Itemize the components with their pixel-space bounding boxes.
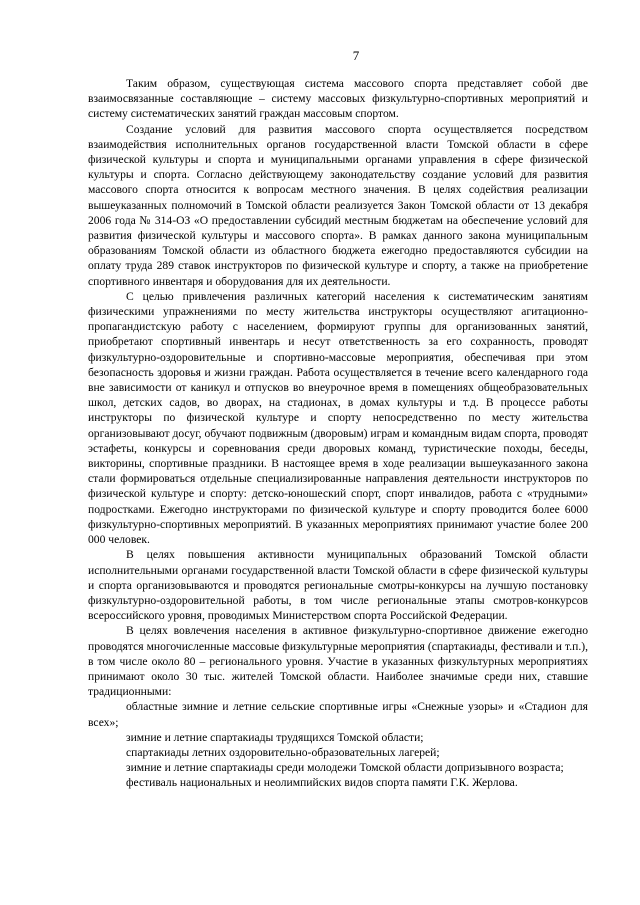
list-item-2: зимние и летние спартакиады трудящихся Томской области; <box>126 730 424 744</box>
paragraph-2: Создание условий для развития массового спорта осуществляется посредством взаимодействия исполнительных органов государственной власти Томской области в сфере физической культуры и спорта и муниципальными органами управления в сфере физической культуры и спорта. Согласно действующему законодательству создание условий для развития массового спорта относится к вопросам местного значения. В целях содействия реализации вышеуказанных полномочий в Томской области реализуется Закон Томской области от 13 декабря 2006 года № 314-ОЗ «О предоставлении субсидий местным бюджетам на обеспечение условий для развития физической культуры и массового спорта». В рамках данного закона муниципальным образованиям Томской области из областного бюджета ежегодно предоставляются субсидии на оплату труда 289 ставок инструкторов по физической культуре и спорту, а также на приобретение спортивного инвентаря и оборудования для их деятельности. <box>88 122 588 288</box>
page-number: 7 <box>352 48 360 63</box>
paragraph-5: В целях вовлечения населения в активное физкультурно-спортивное движение ежегодно проводятся многочисленные массовые физкультурные мероприятия (спартакиады, фестивали и т.п.), в том числе около 80 – регионального уровня. Участие в указанных физкультурных мероприятиях принимают около 30 тыс. жителей Томской области. Наиболее значимые среди них, ставшие традиционными: <box>88 624 588 699</box>
paragraph-4: В целях повышения активности муниципальных образований Томской области исполнительными органами государственной власти Томской области в сфере физической культуры и спорта организовываются и проводятся региональные смотры-конкурсы на лучшую постановку физкультурно-оздоровительной работы, в том числе региональные этапы смотров-конкурсов всероссийского уровня, проводимых Министерством спорта Российской Федерации. <box>88 548 588 623</box>
list-item-1: областные зимние и летние сельские спортивные игры «Снежные узоры» и «Стадион для всех»; <box>88 700 588 729</box>
list-item-3: спартакиады летних оздоровительно-образовательных лагерей; <box>126 745 440 759</box>
list-item-4: зимние и летние спартакиады среди молодежи Томской области допризывного возраста; <box>126 761 564 775</box>
paragraph-1: Таким образом, существующая система массового спорта представляет собой две взаимосвязанные составляющие – систему массовых физкультурно-спортивных мероприятий и систему систематических занятий граждан массовым спортом. <box>88 77 588 121</box>
paragraph-3: С целью привлечения различных категорий населения к систематическим занятиям физическими упражнениями по месту жительства инструкторы осуществляют агитационно-пропагандистскую работу с населением, формируют группы для организованных занятий, приобретают спортивный инвентарь и несут ответственность за его сохранность, проводят физкультурно-оздоровительные и спортивно-массовые мероприятия, обеспечивая при этом безопасность здоровья и жизни граждан. Работа осуществляется в течение всего календарного года вне зависимости от каникул и отпусков во внеурочное время в помещениях общеобразовательных школ, детских садов, во дворах, на стадионах, в домах культуры и т.д. В процессе работы инструкторы по физической культуре и спорту непосредственно по месту жительства организовывают досуг, обучают подвижным (дворовым) играм и командным видам спорта, проводят эстафеты, конкурсы и соревнования среди дворовых команд, туристические походы, беседы, викторины, спортивные праздники. В настоящее время в ходе реализации вышеуказанного закона стали формироваться отдельные специализированные направления деятельности инструкторов по физической культуре и спорту: детско-юношеский спорт, спорт инвалидов, работа с «трудными» подростками. Ежегодно инструкторами по физической культуре и спорту проводится более 6000 физкультурно-спортивных мероприятий. В указанных мероприятиях принимают участие более 200 000 человек. <box>88 289 588 547</box>
list-item-5: фестиваль национальных и неолимпийских видов спорта памяти Г.К. Жерлова. <box>126 776 518 790</box>
